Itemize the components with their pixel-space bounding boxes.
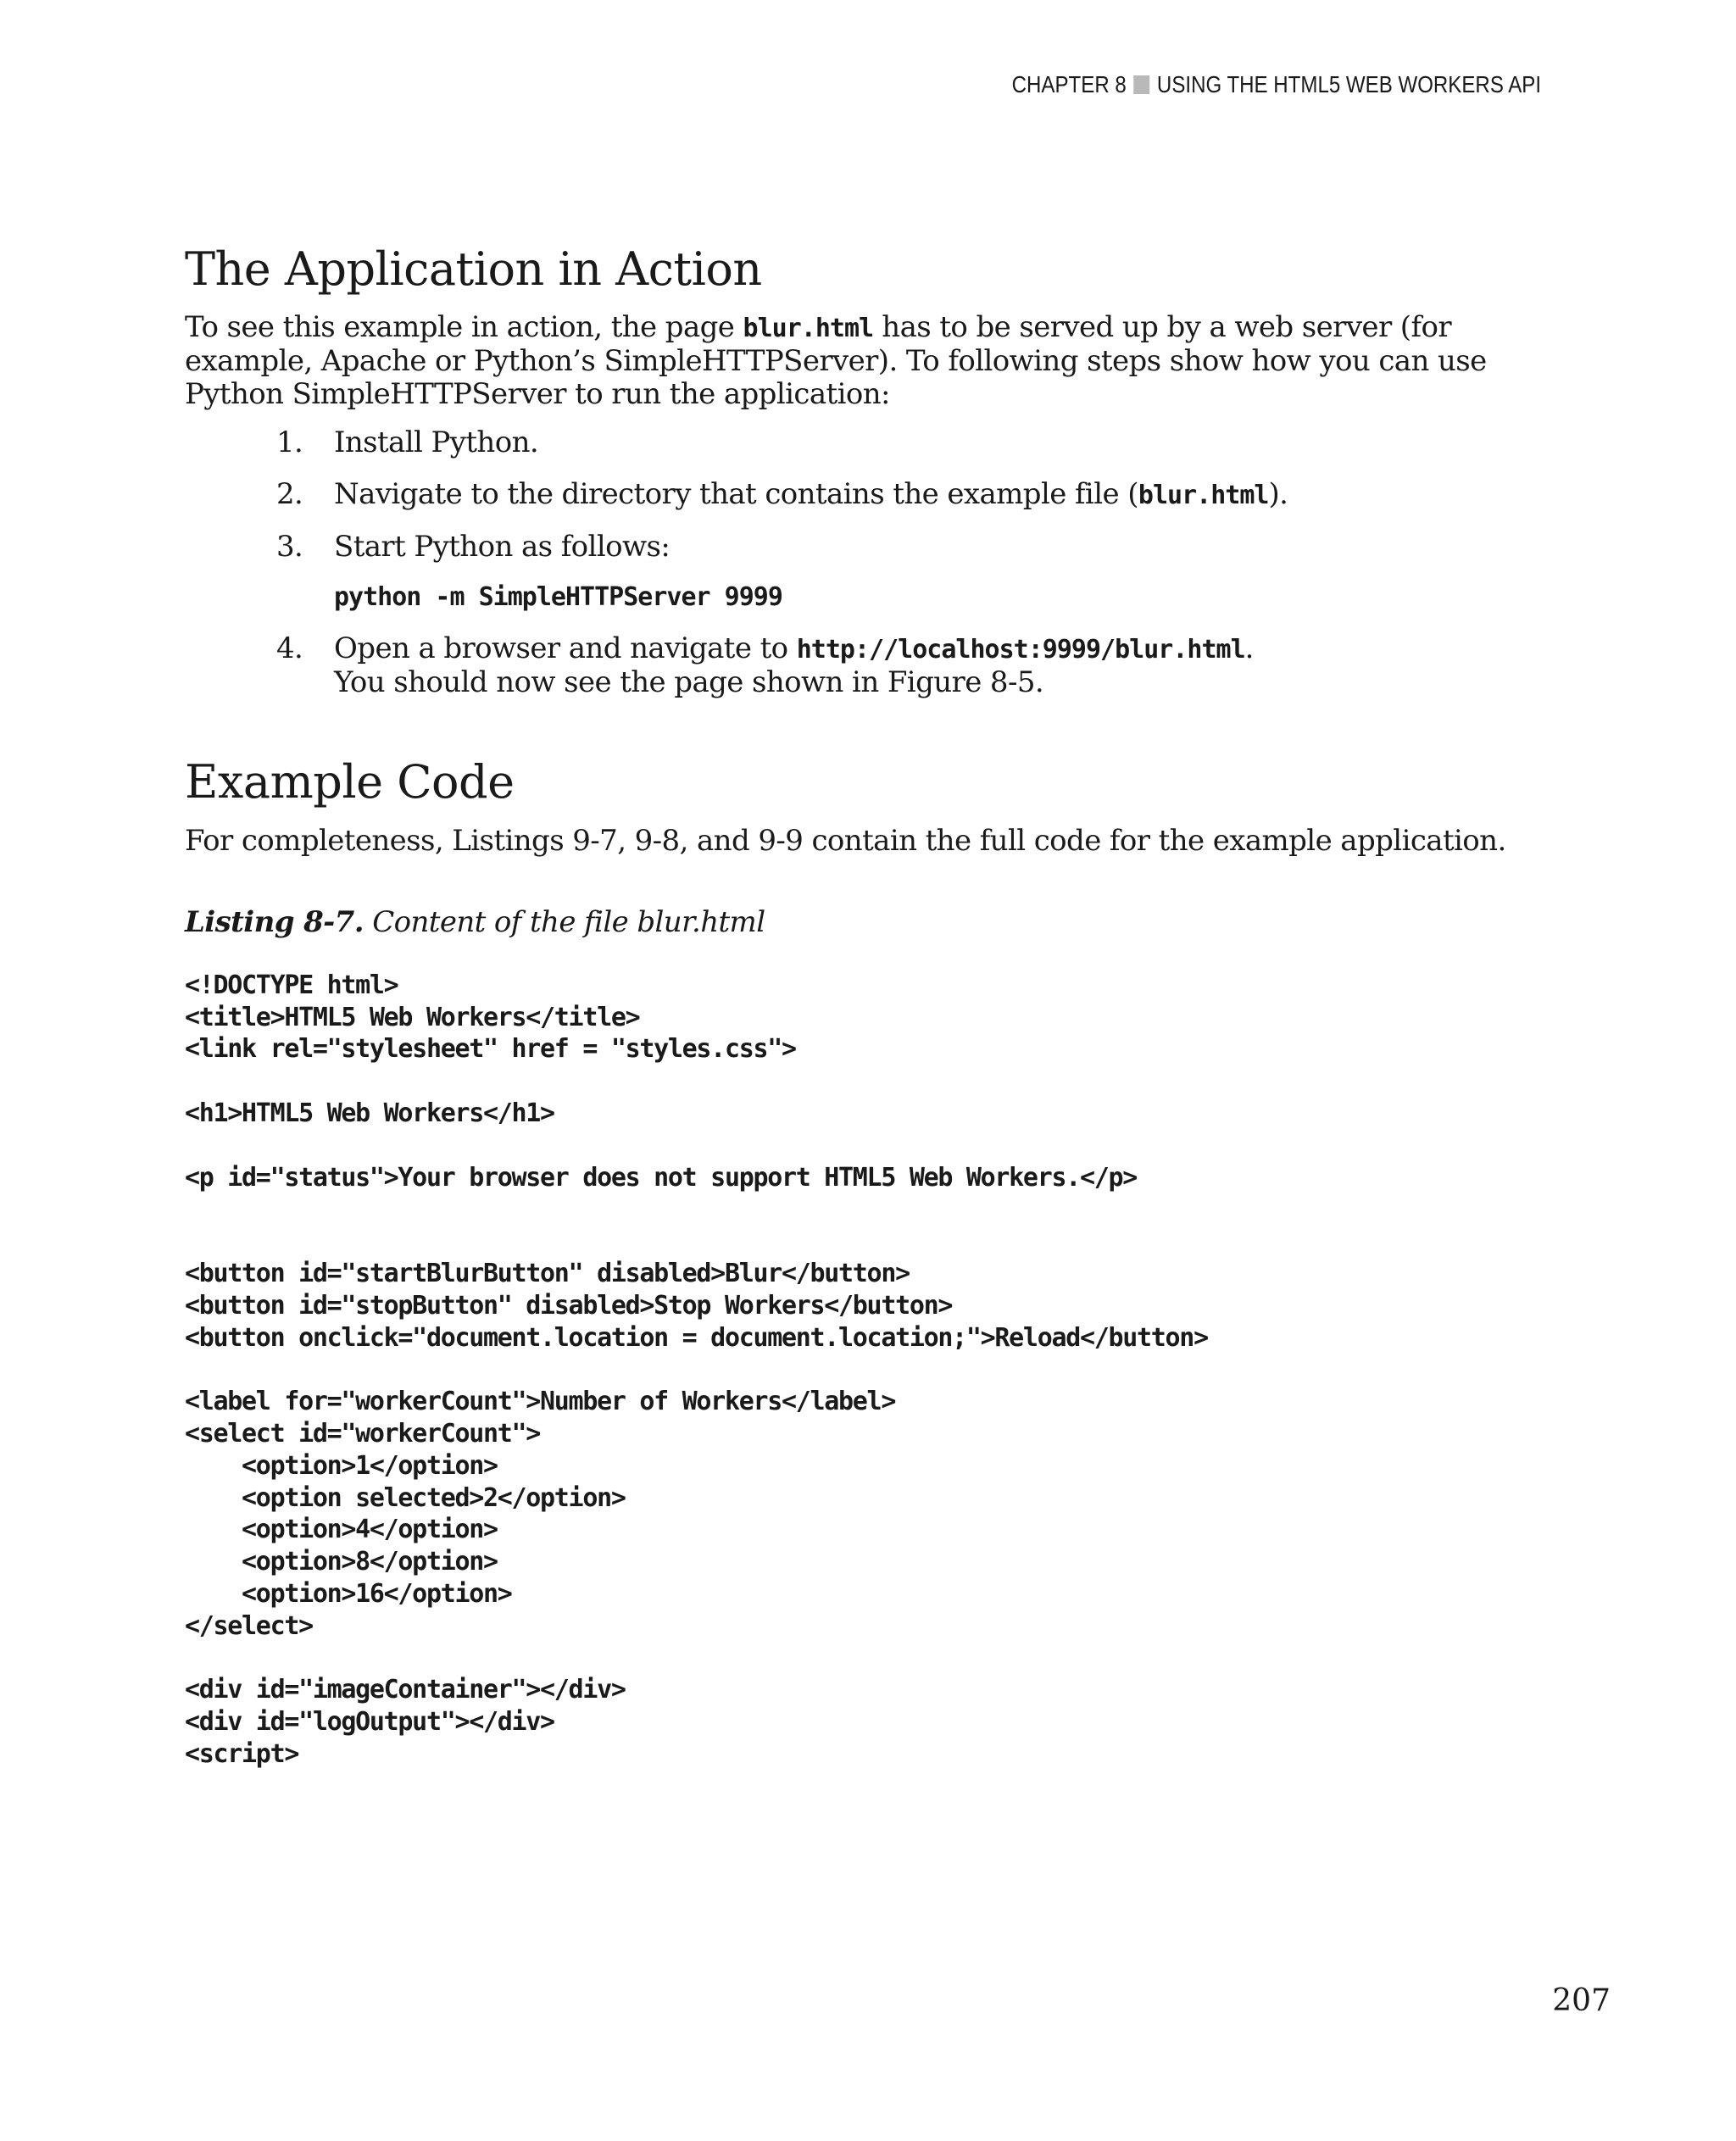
step-number: 3. <box>276 530 303 564</box>
step-number: 1. <box>276 425 303 460</box>
header-square-icon <box>1133 75 1149 94</box>
list-item: 4. Open a browser and navigate to http://localhost:9999/blur.html. You should now see the page shown in Figure 8-5. <box>276 631 1254 700</box>
code-listing: <!DOCTYPE html> <title>HTML5 Web Workers</title> <link rel="stylesheet" href = "styles.css"> <h1>HTML5 Web Workers</h1> <p id="status">Your browser does not support HTML5 Web Workers.</p> <button id="startBlurButton" disabled>Blur</button> <button id="stopButton" disabled>Stop Workers</button> <button onclick="document.location = document.location;">Reload</button> <label for="workerCount">Number of Workers</label> <select id="workerCount"> <option>1</option> <option selected>2</option> <option>4</option> <option>8</option> <option>16</option> </select> <div id="imageContainer"></div> <div id="logOutput"></div> <script> <box>185 970 1208 1769</box>
page-number: 207 <box>1552 1983 1611 2018</box>
step-text: Install Python. <box>334 425 539 460</box>
chapter-title: USING THE HTML5 WEB WORKERS API <box>1156 71 1541 97</box>
example-intro-paragraph: For completeness, Listings 9-7, 9-8, and 9-9 contain the full code for the example application. <box>185 823 1506 858</box>
inline-code: blur.html <box>1138 481 1269 511</box>
section-heading-example-code: Example Code <box>185 755 515 809</box>
list-item <box>185 426 1583 459</box>
step-text: Start Python as follows: <box>334 530 670 564</box>
steps-list <box>185 426 1583 699</box>
step-number: 2. <box>276 477 303 512</box>
running-header <box>1012 71 1541 98</box>
list-item <box>185 531 1583 614</box>
page-body <box>185 244 1583 1771</box>
listing-caption <box>185 905 1583 939</box>
chapter-label: CHAPTER 8 <box>1011 71 1127 97</box>
inline-code: blur.html <box>743 314 874 344</box>
inline-code: http://localhost:9999/blur.html <box>796 635 1245 665</box>
section-heading-application: The Application in Action <box>185 242 762 296</box>
list-item: 2. Navigate to the directory that contains the example file (blur.html). <box>276 477 1288 512</box>
step-number: 4. <box>276 631 303 666</box>
command-line: python -m SimpleHTTPServer 9999 <box>334 582 782 613</box>
listing-title: Content of the file blur.html <box>363 904 765 939</box>
intro-paragraph: To see this example in action, the page blur.html has to be served up by a web server (for example, Apache or Python’s SimpleHTTPServer). To following steps show how you can use Python SimpleHTTPServer to run the application: <box>185 310 1487 412</box>
listing-label: Listing 8-7. <box>185 904 364 939</box>
